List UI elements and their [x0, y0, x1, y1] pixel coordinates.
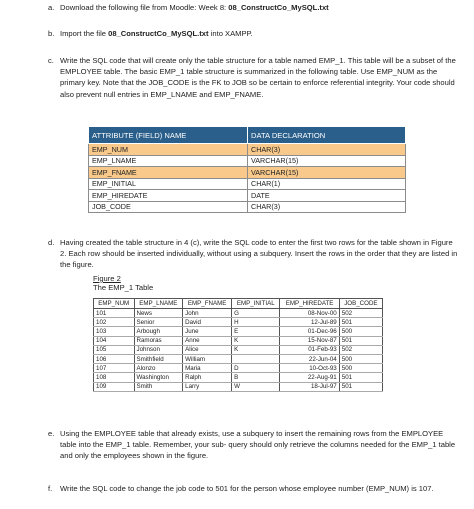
figure-label: Figure 2 — [93, 274, 121, 283]
table-cell: 502 — [339, 345, 382, 354]
table-row — [94, 364, 383, 373]
table-cell: 109 — [94, 382, 135, 391]
table-cell: Smith — [134, 382, 183, 391]
table-cell: 10-Oct-93 — [280, 364, 339, 373]
table-cell: Anne — [183, 336, 232, 345]
table-cell: D — [232, 364, 280, 373]
table-cell: E — [232, 327, 280, 336]
attribute-name: EMP_INITIAL — [89, 178, 248, 190]
column-header: EMP_LNAME — [134, 299, 183, 309]
instruction-text: Using the EMPLOYEE table that already exists, use a subquery to insert the remaining rows from the EMPLOYEE table into the EMP_1 table. Remember, your sub- query should only retrieve the columns needed for the EMP_1 table and only the employees shown in the figure. — [60, 429, 456, 461]
table-cell: Larry — [183, 382, 232, 391]
table-cell: 502 — [339, 309, 382, 318]
data-declaration: DATE — [248, 190, 406, 202]
file-name: 08_ConstructCo_MySQL.txt — [228, 3, 329, 12]
instruction-marker: b. — [48, 29, 55, 38]
table-cell: 22-Aug-91 — [280, 373, 339, 382]
table-cell: 01-Dec-96 — [280, 327, 339, 336]
table-cell: 103 — [94, 327, 135, 336]
instruction-text: Import the file — [60, 29, 109, 38]
table-cell: 22-Jun-04 — [280, 354, 339, 363]
table-row — [89, 155, 406, 167]
table-row — [89, 201, 406, 213]
table-cell: 501 — [339, 382, 382, 391]
declaration-header: DATA DECLARATION — [248, 127, 406, 144]
table-cell: W — [232, 382, 280, 391]
table-cell: David — [183, 318, 232, 327]
table-cell: 500 — [339, 354, 382, 363]
table-cell: John — [183, 309, 232, 318]
instruction-b — [48, 29, 460, 39]
attribute-table — [88, 126, 406, 213]
table-cell: 08-Nov-00 — [280, 309, 339, 318]
attribute-name: EMP_LNAME — [89, 155, 248, 167]
instruction-marker: f. — [48, 484, 53, 493]
table-cell: Alonzo — [134, 364, 183, 373]
table-row — [94, 382, 383, 391]
table-cell: 500 — [339, 327, 382, 336]
figure-title: The EMP_1 Table — [93, 283, 154, 292]
instruction-text: Download the following file from Moodle: Week 8: — [60, 3, 229, 12]
table-cell: 104 — [94, 336, 135, 345]
table-cell: Alice — [183, 345, 232, 354]
table-row — [94, 345, 383, 354]
figure-caption — [93, 274, 153, 292]
table-cell: 500 — [339, 364, 382, 373]
table-cell: Ralph — [183, 373, 232, 382]
instruction-c — [48, 55, 460, 100]
table-cell: Washington — [134, 373, 183, 382]
data-declaration: VARCHAR(15) — [248, 167, 406, 179]
table-cell: Arbough — [134, 327, 183, 336]
data-declaration: VARCHAR(15) — [248, 155, 406, 167]
attribute-header: ATTRIBUTE (FIELD) NAME — [89, 127, 248, 144]
attribute-name: EMP_FNAME — [89, 167, 248, 179]
table-cell: 501 — [339, 336, 382, 345]
table-cell: K — [232, 345, 280, 354]
data-declaration: CHAR(3) — [248, 201, 406, 213]
instruction-marker: e. — [48, 429, 55, 438]
table-cell: 18-Jul-97 — [280, 382, 339, 391]
table-row — [94, 309, 383, 318]
table-row — [89, 190, 406, 202]
instruction-e — [48, 428, 460, 462]
table-cell: 01-Feb-93 — [280, 345, 339, 354]
instruction-text: Write the SQL code to change the job code to 501 for the person whose employee number (EMP_NUM) is 107. — [60, 484, 434, 493]
instruction-marker: c. — [48, 56, 54, 65]
table-cell: William — [183, 354, 232, 363]
table-row — [89, 178, 406, 190]
attribute-table-header — [89, 127, 406, 144]
table-cell: June — [183, 327, 232, 336]
table-row — [94, 354, 383, 363]
table-cell: 501 — [339, 373, 382, 382]
column-header: EMP_INITIAL — [232, 299, 280, 309]
table-cell: Maria — [183, 364, 232, 373]
column-header: EMP_FNAME — [183, 299, 232, 309]
table-cell: 101 — [94, 309, 135, 318]
table-cell: K — [232, 336, 280, 345]
table-cell: 15-Nov-87 — [280, 336, 339, 345]
table-cell — [232, 354, 280, 363]
table-cell: 12-Jul-89 — [280, 318, 339, 327]
instruction-a — [48, 3, 460, 13]
table-cell: 102 — [94, 318, 135, 327]
file-name: 08_ConstructCo_MySQL.txt — [108, 29, 209, 38]
attribute-name: EMP_NUM — [89, 144, 248, 156]
table-cell: 106 — [94, 354, 135, 363]
table-cell: 105 — [94, 345, 135, 354]
instruction-d — [48, 237, 460, 271]
column-header: EMP_HIREDATE — [280, 299, 339, 309]
emp1-table-header — [94, 299, 383, 309]
table-cell: 107 — [94, 364, 135, 373]
table-cell: News — [134, 309, 183, 318]
instruction-text-tail: into XAMPP. — [208, 29, 253, 38]
table-cell: G — [232, 309, 280, 318]
table-row — [89, 144, 406, 156]
table-cell: Senior — [134, 318, 183, 327]
column-header: EMP_NUM — [94, 299, 135, 309]
table-cell: B — [232, 373, 280, 382]
table-cell: 501 — [339, 318, 382, 327]
table-row — [94, 373, 383, 382]
attribute-name: EMP_HIREDATE — [89, 190, 248, 202]
table-row — [94, 318, 383, 327]
table-cell: Ramoras — [134, 336, 183, 345]
attribute-name: JOB_CODE — [89, 201, 248, 213]
instruction-f — [48, 483, 460, 494]
instruction-marker: d. — [48, 238, 55, 247]
data-declaration: CHAR(3) — [248, 144, 406, 156]
instruction-text: Write the SQL code that will create only the table structure for a table named EMP_1. This table will be a subset of the EMPLOYEE table. The basic EMP_1 table structure is summarized in the following table. Use EMP_NUM as the primary key. Note that the JOB_CODE is the FK to JOB so be certain to enforce referential integrity. Your code should also prevent null entries in EMP_LNAME and EMP_FNAME. — [60, 56, 456, 99]
table-cell: H — [232, 318, 280, 327]
column-header: JOB_CODE — [339, 299, 382, 309]
instruction-marker: a. — [48, 3, 55, 12]
data-declaration: CHAR(1) — [248, 178, 406, 190]
table-row — [94, 327, 383, 336]
emp1-table — [93, 298, 383, 392]
table-cell: Smithfield — [134, 354, 183, 363]
table-row — [94, 336, 383, 345]
table-cell: Johnson — [134, 345, 183, 354]
table-cell: 108 — [94, 373, 135, 382]
table-row — [89, 167, 406, 179]
instruction-text: Having created the table structure in 4 (c), write the SQL code to enter the first two rows for the table shown in Figure 2. Each row should be inserted individually, without using a subquery. Insert the rows in the order that they are listed in the figure. — [60, 238, 458, 270]
